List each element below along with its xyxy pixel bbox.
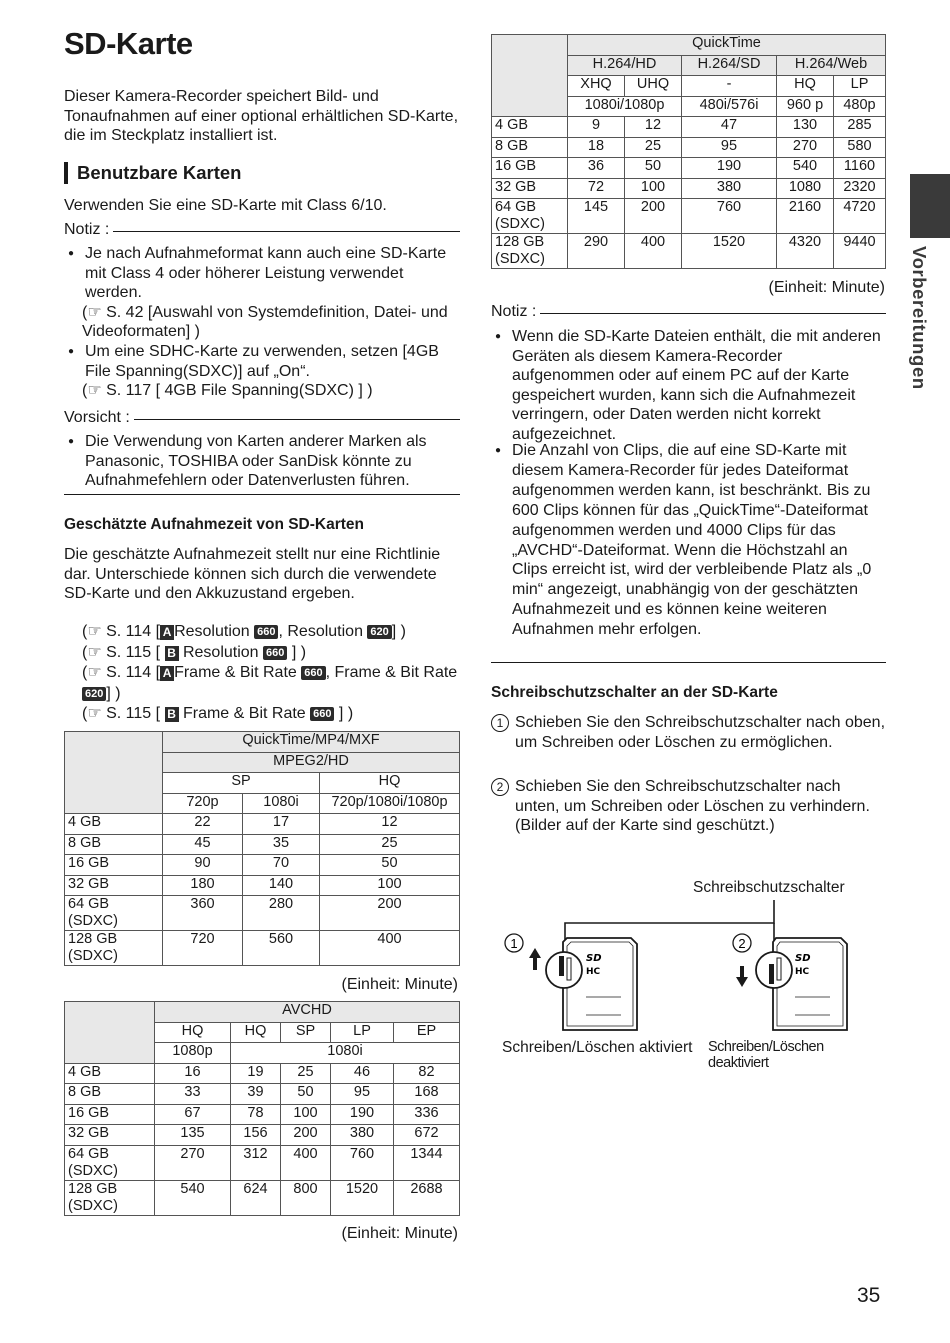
svg-text:SD: SD — [795, 953, 811, 964]
table-header: QuickTime — [568, 35, 886, 56]
table-cell: 285 — [834, 117, 886, 138]
table-header: LP — [331, 1022, 394, 1043]
table-cell: 360 — [163, 896, 243, 931]
table-header: LP — [834, 76, 886, 97]
mode-b-icon: B — [165, 707, 179, 722]
step-item — [491, 713, 885, 752]
table-corner — [65, 1002, 155, 1064]
table-cell: 672 — [394, 1125, 460, 1146]
badge-620: 620 — [367, 625, 391, 639]
table-corner — [492, 35, 568, 117]
table-cell: 140 — [243, 875, 320, 896]
table-cell: 95 — [682, 137, 777, 158]
badge-660: 660 — [301, 666, 325, 680]
table-cell: 180 — [163, 875, 243, 896]
note-header — [64, 221, 460, 239]
row-label: 4 GB — [65, 1063, 155, 1084]
table-row — [65, 1104, 460, 1125]
badge-620: 620 — [82, 687, 106, 701]
svg-text:SD: SD — [586, 953, 602, 964]
table-row — [65, 814, 460, 835]
table-cell: 82 — [394, 1063, 460, 1084]
table-header: QuickTime/MP4/MXF — [163, 732, 460, 753]
table-cell: 312 — [231, 1145, 281, 1180]
table-header: 1080i/1080p — [568, 96, 682, 117]
table-header: SP — [281, 1022, 331, 1043]
table-cell: 100 — [320, 875, 460, 896]
table-cell: 400 — [320, 931, 460, 966]
table-header: 1080i — [243, 793, 320, 814]
table-cell: 400 — [625, 234, 682, 269]
badge-660: 660 — [310, 707, 334, 721]
table-header: - — [682, 76, 777, 97]
page-reference: (☞ S. 115 [ B Resolution 660 ] ) — [82, 643, 307, 661]
side-tab — [904, 246, 944, 406]
table-cell: 580 — [834, 137, 886, 158]
unit-note: (Einheit: Minute) — [341, 976, 458, 993]
table-header: H.264/SD — [682, 55, 777, 76]
caution-item — [64, 432, 460, 491]
table-header: 1080i — [231, 1043, 460, 1064]
table-cell: 720 — [163, 931, 243, 966]
side-tab-label: Vorbereitungen — [909, 246, 930, 390]
row-label: 8 GB — [65, 834, 163, 855]
step-number: 1 — [491, 714, 509, 732]
caution-header — [64, 409, 460, 427]
table-cell: 70 — [243, 855, 320, 876]
table-row — [65, 875, 460, 896]
page-reference: (☞ S. 115 [ B Frame & Bit Rate 660 ] ) — [82, 705, 354, 722]
badge-660: 660 — [263, 646, 287, 660]
table-cell: 1344 — [394, 1145, 460, 1180]
table-row — [492, 178, 886, 199]
table-row — [492, 137, 886, 158]
write-protect-diagram — [491, 870, 886, 1070]
table-header: SP — [163, 773, 320, 794]
table-header: HQ — [155, 1022, 231, 1043]
table-cell: 17 — [243, 814, 320, 835]
table-quicktime-mpeg2 — [64, 731, 460, 966]
intro-text: Dieser Kamera-Recorder speichert Bild- und Tonaufnahmen auf einer optional erhältlichen SD-Karte, die im Steckplatz installiert ist. — [64, 88, 459, 144]
table-cell: 9440 — [834, 234, 886, 269]
page-number: 35 — [857, 1284, 881, 1307]
unit-note: (Einheit: Minute) — [341, 1225, 458, 1242]
mode-a-icon: A — [160, 666, 174, 681]
svg-text:2: 2 — [738, 936, 746, 951]
table-cell: 190 — [682, 158, 777, 179]
row-label: 8 GB — [65, 1084, 155, 1105]
table-cell: 90 — [163, 855, 243, 876]
table-cell: 67 — [155, 1104, 231, 1125]
table-cell: 2688 — [394, 1180, 460, 1215]
table-row — [65, 1125, 460, 1146]
table-cell: 560 — [243, 931, 320, 966]
table-cell: 16 — [155, 1063, 231, 1084]
step-text: Schieben Sie den Schreibschutzschalter nach unten, um Schreiben oder Löschen zu verhindern. (Bilder auf der Karte sind geschützt.) — [515, 778, 870, 834]
table-cell: 50 — [320, 855, 460, 876]
table-header: 960 p — [777, 96, 834, 117]
table-cell: 624 — [231, 1180, 281, 1215]
table-cell: 12 — [625, 117, 682, 138]
caution-rule — [134, 419, 460, 420]
row-label: 16 GB — [492, 158, 568, 179]
table-row — [492, 158, 886, 179]
table-cell: 36 — [568, 158, 625, 179]
table-cell: 1520 — [682, 234, 777, 269]
svg-text:HC: HC — [795, 967, 810, 977]
table-cell: 168 — [394, 1084, 460, 1105]
badge-660: 660 — [254, 625, 278, 639]
table-cell: 4320 — [777, 234, 834, 269]
note-item — [491, 327, 886, 444]
table-cell: 22 — [163, 814, 243, 835]
row-label: 8 GB — [492, 137, 568, 158]
note-text: Um eine SDHC-Karte zu verwenden, setzen [4GB File Spanning(SDXC)] auf „On“. — [85, 343, 439, 380]
table-row — [65, 896, 460, 931]
estimate-references — [82, 622, 472, 725]
table-cell: 270 — [155, 1145, 231, 1180]
table-cell: 800 — [281, 1180, 331, 1215]
table-row — [65, 1063, 460, 1084]
table-quicktime-h264 — [491, 34, 886, 269]
table-cell: 2320 — [834, 178, 886, 199]
table-cell: 33 — [155, 1084, 231, 1105]
table-row — [65, 1145, 460, 1180]
note-text: Je nach Aufnahmeformat kann auch eine SD-Karte mit Class 4 oder höherer Leistung verwendet werden. — [85, 245, 447, 301]
table-cell: 72 — [568, 178, 625, 199]
table-cell: 380 — [682, 178, 777, 199]
table-cell: 760 — [331, 1145, 394, 1180]
row-label: 128 GB (SDXC) — [65, 1180, 155, 1215]
row-label: 128 GB (SDXC) — [65, 931, 163, 966]
table-cell: 1080 — [777, 178, 834, 199]
table-row — [492, 234, 886, 269]
table-cell: 200 — [320, 896, 460, 931]
note-item — [491, 441, 886, 640]
row-label: 4 GB — [65, 814, 163, 835]
row-label: 32 GB — [492, 178, 568, 199]
section-heading-usable-cards: Benutzbare Karten — [64, 162, 241, 184]
table-cell: 78 — [231, 1104, 281, 1125]
caution-label: Vorsicht : — [64, 409, 130, 426]
table-cell: 2160 — [777, 199, 834, 234]
table-cell: 130 — [777, 117, 834, 138]
row-label: 16 GB — [65, 855, 163, 876]
row-label: 64 GB (SDXC) — [65, 1145, 155, 1180]
row-label: 4 GB — [492, 117, 568, 138]
table-header: HQ — [777, 76, 834, 97]
usable-cards-text: Verwenden Sie eine SD-Karte mit Class 6/10. — [64, 197, 387, 214]
table-cell: 4720 — [834, 199, 886, 234]
table-cell: 1160 — [834, 158, 886, 179]
svg-text:1: 1 — [510, 936, 518, 951]
mode-b-icon: B — [165, 646, 179, 661]
table-cell: 25 — [625, 137, 682, 158]
unit-note: (Einheit: Minute) — [768, 279, 885, 296]
table-cell: 400 — [281, 1145, 331, 1180]
table-cell: 50 — [625, 158, 682, 179]
diagram-label: Schreibschutzschalter — [693, 879, 845, 896]
table-row — [65, 1084, 460, 1105]
note-label: Notiz : — [64, 221, 110, 238]
table-header: 480p — [834, 96, 886, 117]
table-cell: 380 — [331, 1125, 394, 1146]
table-cell: 135 — [155, 1125, 231, 1146]
page-reference: (☞ S. 117 [ 4GB File Spanning(SDXC) ] ) — [82, 382, 373, 399]
table-cell: 540 — [777, 158, 834, 179]
note-header — [491, 303, 886, 321]
note-item — [64, 244, 460, 342]
table-header: H.264/HD — [568, 55, 682, 76]
row-label: 64 GB (SDXC) — [492, 199, 568, 234]
table-cell: 336 — [394, 1104, 460, 1125]
step-number: 2 — [491, 778, 509, 796]
table-cell: 47 — [682, 117, 777, 138]
table-cell: 19 — [231, 1063, 281, 1084]
divider — [64, 494, 460, 495]
table-header: 1080p — [155, 1043, 231, 1064]
divider — [491, 662, 886, 663]
table-cell: 100 — [625, 178, 682, 199]
table-avchd — [64, 1001, 460, 1216]
caution-text: Die Verwendung von Karten anderer Marken als Panasonic, TOSHIBA oder SanDisk könnte zu Aufnahmefehlern oder Datenverlusten führen. — [85, 433, 427, 489]
page-title: SD-Karte — [64, 26, 193, 61]
table-cell: 25 — [281, 1063, 331, 1084]
table-cell: 156 — [231, 1125, 281, 1146]
table-header: 480i/576i — [682, 96, 777, 117]
row-label: 32 GB — [65, 1125, 155, 1146]
note-label: Notiz : — [491, 303, 537, 320]
caption-disabled: Schreiben/Löschen deaktiviert — [708, 1039, 824, 1071]
table-cell: 100 — [281, 1104, 331, 1125]
table-header: HQ — [320, 773, 460, 794]
table-cell: 50 — [281, 1084, 331, 1105]
table-row — [65, 931, 460, 966]
step-text: Schieben Sie den Schreibschutzschalter nach oben, um Schreiben oder Löschen zu ermöglichen. — [515, 714, 886, 751]
table-cell: 540 — [155, 1180, 231, 1215]
table-cell: 18 — [568, 137, 625, 158]
table-corner — [65, 732, 163, 814]
table-header: 720p — [163, 793, 243, 814]
table-cell: 760 — [682, 199, 777, 234]
estimate-text: Die geschätzte Aufnahmezeit stellt nur eine Richtlinie dar. Unterschiede können sich durch die verwendete SD-Karte und den Akkuzustand ergeben. — [64, 546, 441, 602]
table-cell: 9 — [568, 117, 625, 138]
table-header: HQ — [231, 1022, 281, 1043]
step-item — [491, 777, 885, 836]
table-header: EP — [394, 1022, 460, 1043]
row-label: 128 GB (SDXC) — [492, 234, 568, 269]
note-rule — [540, 313, 886, 314]
table-cell: 95 — [331, 1084, 394, 1105]
table-row — [492, 199, 886, 234]
mode-a-icon: A — [160, 625, 174, 640]
page-reference: (☞ S. 42 [Auswahl von Systemdefinition, Datei- und Videoformaten] ) — [82, 303, 448, 340]
table-row — [65, 834, 460, 855]
table-cell: 39 — [231, 1084, 281, 1105]
table-cell: 25 — [320, 834, 460, 855]
table-cell: 35 — [243, 834, 320, 855]
table-cell: 290 — [568, 234, 625, 269]
table-header: UHQ — [625, 76, 682, 97]
svg-text:HC: HC — [586, 967, 601, 977]
table-cell: 145 — [568, 199, 625, 234]
table-cell: 45 — [163, 834, 243, 855]
table-header: AVCHD — [155, 1002, 460, 1023]
table-row — [65, 1180, 460, 1215]
table-cell: 270 — [777, 137, 834, 158]
table-header: MPEG2/HD — [163, 752, 460, 773]
note-rule — [113, 231, 460, 232]
row-label: 16 GB — [65, 1104, 155, 1125]
note-text: Wenn die SD-Karte Dateien enthält, die mit anderen Geräten als diesem Kamera-Recorder aufgenommen oder auf einem PC auf der Karte gespeichert wurden, kann sich die Aufnahmezeit verringern, oder Daten werden nicht korrekt aufgezeichnet. — [512, 328, 881, 443]
table-cell: 280 — [243, 896, 320, 931]
page-reference: (☞ S. 114 [ A Resolution 660 , Resolution 620 ] ) — [82, 623, 406, 640]
table-cell: 200 — [625, 199, 682, 234]
table-cell: 46 — [331, 1063, 394, 1084]
table-row — [65, 855, 460, 876]
note-item — [64, 342, 460, 401]
table-header: XHQ — [568, 76, 625, 97]
table-header: H.264/Web — [777, 55, 886, 76]
row-label: 32 GB — [65, 875, 163, 896]
note-text: Die Anzahl von Clips, die auf eine SD-Karte mit diesem Kamera-Recorder für jedes Dateiformat aufgenommen werden kann, ist beschränkt. Bis zu 600 Clips können für das „QuickTime“-Dateiformat aufgenommen werden und 4000 Clips für das „AVCHD“-Dateiformat. Wenn die Höchstzahl an Clips erreicht ist, wird der verbleibende Platz als „0 min“ angezeigt, unabhängig von der geschätzten Aufnahmezeit und es können keine weiteren Aufnahmen mehr erfolgen. — [512, 442, 872, 639]
section-heading-write-protect: Schreibschutzschalter an der SD-Karte — [491, 684, 778, 701]
table-cell: 12 — [320, 814, 460, 835]
table-cell: 190 — [331, 1104, 394, 1125]
table-cell: 1520 — [331, 1180, 394, 1215]
page-reference: (☞ S. 114 [ A Frame & Bit Rate 660 , Frame & Bit Rate 620 ] ) — [82, 664, 458, 702]
table-header: 720p/1080i/1080p — [320, 793, 460, 814]
table-row — [492, 117, 886, 138]
section-heading-estimated-time: Geschätzte Aufnahmezeit von SD-Karten — [64, 516, 365, 533]
caption-enabled: Schreiben/Löschen aktiviert — [502, 1039, 693, 1056]
table-cell: 200 — [281, 1125, 331, 1146]
row-label: 64 GB (SDXC) — [65, 896, 163, 931]
side-tab-marker — [910, 174, 950, 238]
